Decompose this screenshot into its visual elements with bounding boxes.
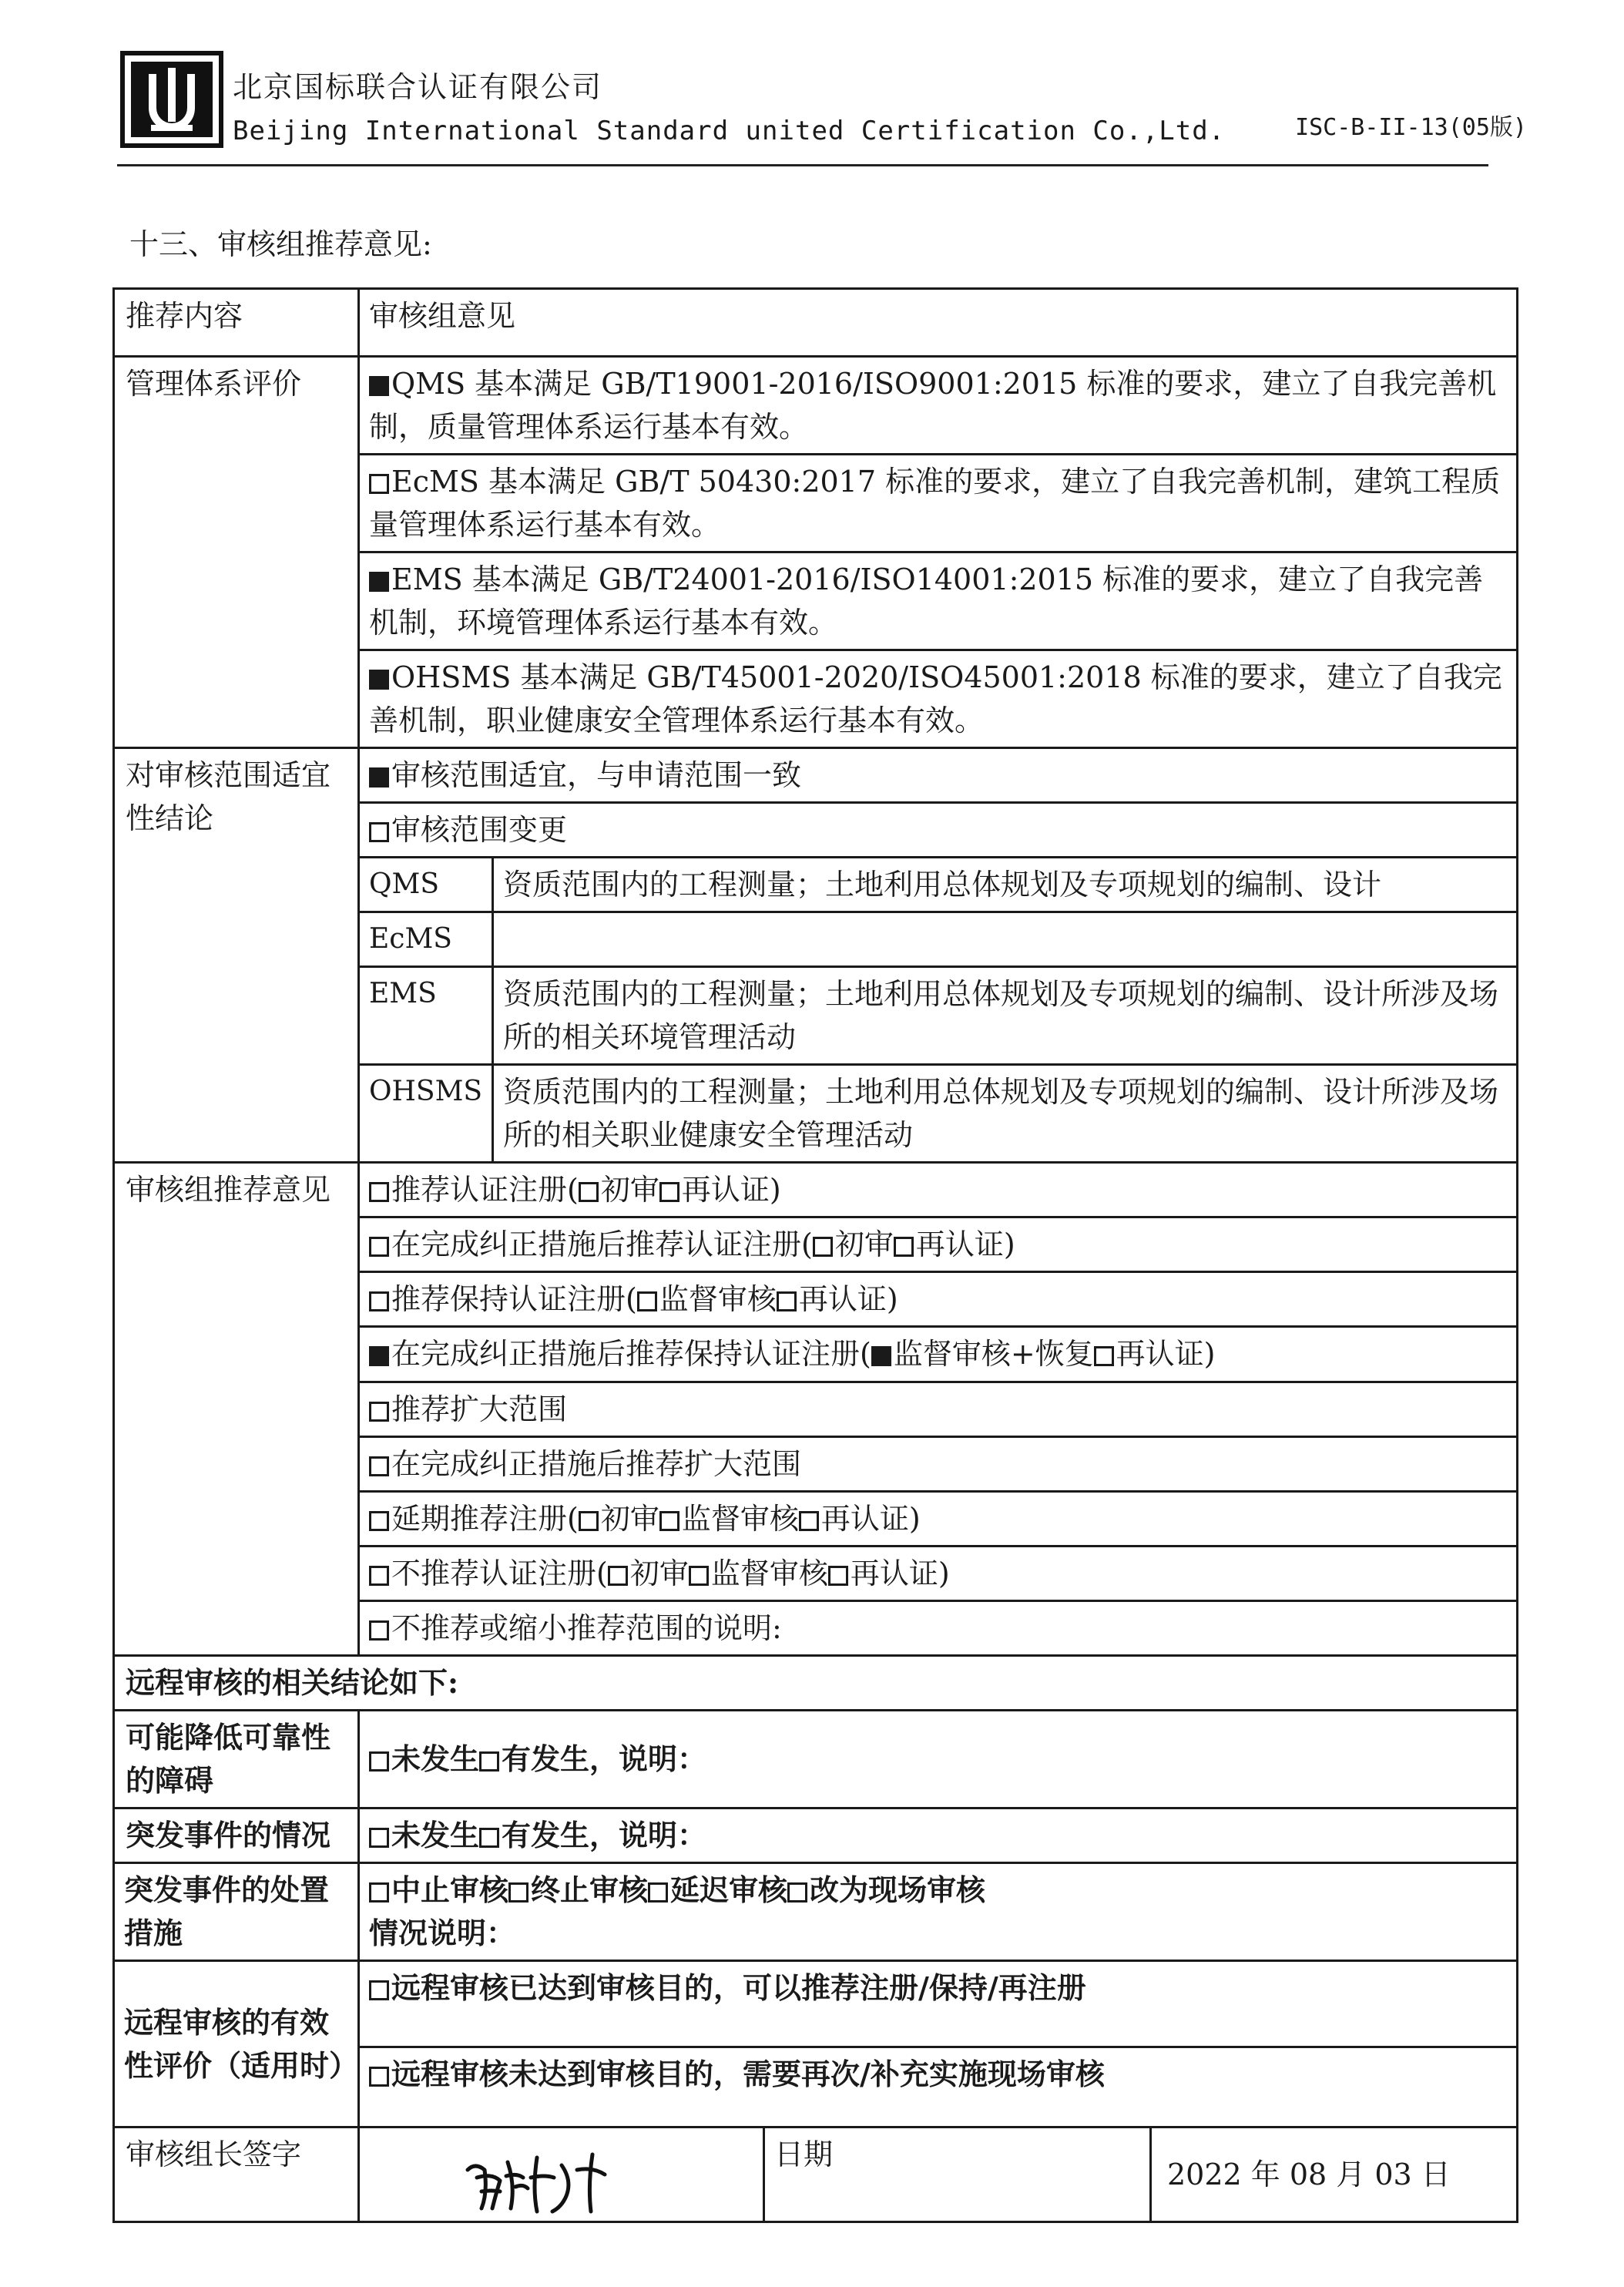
signature-cell	[359, 2127, 764, 2222]
option-text: 再认证)	[681, 1173, 781, 1207]
option-text: 在完成纠正措施后推荐扩大范围	[391, 1447, 802, 1481]
unchecked-box-icon[interactable]	[369, 1456, 389, 1476]
recommend-option	[359, 1492, 1518, 1546]
header-divider	[117, 164, 1488, 166]
row-label: 突发事件的处置措施	[124, 1872, 330, 1950]
option-text: 改为现场审核	[810, 1872, 986, 1907]
unchecked-box-icon[interactable]	[369, 1751, 389, 1772]
handling-options	[359, 1863, 1518, 1961]
unchecked-box-icon[interactable]	[828, 1566, 848, 1586]
option-text: 在完成纠正措施后推荐认证注册(	[391, 1227, 813, 1261]
unchecked-box-icon[interactable]	[479, 1828, 499, 1848]
option-text: 延期推荐注册(	[391, 1502, 579, 1536]
checked-box-icon[interactable]	[369, 376, 389, 396]
handling-label	[114, 1863, 359, 1961]
option-text: 再认证)	[820, 1502, 921, 1536]
unchecked-box-icon[interactable]	[369, 1828, 389, 1848]
unchecked-box-icon[interactable]	[369, 474, 389, 494]
sign-label	[114, 2127, 359, 2222]
checked-box-icon[interactable]	[369, 1346, 389, 1366]
mgmt-eval-label	[114, 357, 359, 748]
unchecked-box-icon[interactable]	[1094, 1346, 1114, 1366]
remote-title	[114, 1656, 1518, 1711]
row-label: 突发事件的情况	[126, 1818, 331, 1852]
option-text: 审核范围适宜，与申请范围一致	[391, 758, 802, 792]
option-text: 监督审核	[659, 1282, 777, 1316]
recommend-row	[114, 1163, 1518, 1217]
system-code: EcMS	[369, 923, 452, 955]
option-text: 监督审核	[710, 1557, 828, 1590]
scope-description: 资质范围内的工程测量；土地利用总体规划及专项规划的编制、设计所涉及场所的相关职业健康安全管理活动	[503, 1075, 1499, 1152]
unchecked-box-icon[interactable]	[369, 1620, 389, 1641]
recommend-option	[359, 1382, 1518, 1437]
evaluation-text: EMS 基本满足 GB/T24001-2016/ISO14001:2015 标准的要求，建立了自我完善机制，环境管理体系运行基本有效。	[369, 563, 1484, 640]
system-code: OHSMS	[369, 1076, 483, 1107]
unchecked-box-icon[interactable]	[369, 822, 389, 842]
unchecked-box-icon[interactable]	[579, 1182, 599, 1202]
document-code: ISC-B-II-13(05版)	[1295, 114, 1527, 141]
date-label	[764, 2127, 1151, 2222]
row-label: 对审核范围适宜性结论	[126, 758, 331, 835]
date-label-text: 日期	[774, 2138, 834, 2171]
mgmt-eval-item	[359, 552, 1518, 650]
section-title: 十三、审核组推荐意见:	[129, 227, 432, 261]
letterhead	[117, 46, 1527, 162]
mgmt-eval-item	[359, 650, 1518, 748]
unchecked-box-icon[interactable]	[369, 1566, 389, 1586]
unchecked-box-icon[interactable]	[479, 1751, 499, 1772]
option-text: 有发生，说明：	[502, 1741, 707, 1776]
recommend-option	[359, 1163, 1518, 1217]
obstacle-options	[359, 1711, 1518, 1808]
remote-row	[114, 1711, 1518, 1808]
obstacle-label	[114, 1711, 359, 1808]
remote-title-row	[114, 1656, 1518, 1711]
row-label: 审核组推荐意见	[126, 1173, 331, 1207]
evaluation-text: OHSMS 基本满足 GB/T45001-2020/ISO45001:2018 标准的要求，建立了自我完善机制，职业健康安全管理体系运行基本有效。	[369, 660, 1502, 737]
signature-icon	[461, 2147, 616, 2216]
unchecked-box-icon[interactable]	[813, 1237, 833, 1257]
option-text: 推荐认证注册(	[391, 1173, 579, 1207]
signature-row	[114, 2127, 1518, 2222]
option-text: 再认证)	[915, 1227, 1015, 1261]
evaluation-text: QMS 基本满足 GB/T19001-2016/ISO9001:2015 标准的要求，建立了自我完善机制，质量管理体系运行基本有效。	[369, 367, 1497, 444]
validity-option-1	[359, 1961, 1518, 2047]
recommend-option	[359, 1546, 1518, 1601]
unchecked-box-icon[interactable]	[369, 1182, 389, 1202]
scope-description: 资质范围内的工程测量；土地利用总体规划及专项规划的编制、设计所涉及场所的相关环境管理活动	[503, 977, 1499, 1054]
unchecked-box-icon[interactable]	[369, 1402, 389, 1422]
option-text: 初审	[600, 1502, 659, 1536]
emergency-options	[359, 1808, 1518, 1863]
option-text: 再认证)	[798, 1282, 898, 1316]
option-text: 推荐扩大范围	[391, 1392, 568, 1426]
col-header-opinion	[359, 289, 1518, 357]
row-label: 审核组长签字	[126, 2138, 302, 2171]
unchecked-box-icon[interactable]	[608, 1566, 628, 1586]
remote-row	[114, 1863, 1518, 1961]
unchecked-box-icon[interactable]	[894, 1237, 914, 1257]
row-label: 可能降低可靠性的障碍	[126, 1720, 331, 1798]
recommend-option	[359, 1217, 1518, 1272]
company-name-cn: 北京国标联合认证有限公司	[233, 70, 603, 104]
option-text: 初审	[600, 1173, 659, 1207]
scope-text	[493, 967, 1518, 1065]
scope-text	[493, 912, 1518, 967]
option-text: 有发生，说明：	[502, 1818, 707, 1852]
option-text: 监督审核+恢复	[893, 1337, 1094, 1371]
unchecked-box-icon[interactable]	[659, 1182, 679, 1202]
scope-system-code	[359, 858, 493, 912]
unchecked-box-icon[interactable]	[369, 1237, 389, 1257]
checked-box-icon[interactable]	[871, 1346, 891, 1366]
scope-description: 资质范围内的工程测量；土地利用总体规划及专项规划的编制、设计	[503, 868, 1382, 902]
scope-label	[114, 748, 359, 1163]
date-text: 2022 年 08 月 03 日	[1167, 2158, 1451, 2191]
unchecked-box-icon[interactable]	[369, 1291, 389, 1311]
row-label: 管理体系评价	[126, 367, 302, 401]
scope-system-code	[359, 912, 493, 967]
evaluation-text: EcMS 基本满足 GB/T 50430:2017 标准的要求，建立了自我完善机制，建筑工程质量管理体系运行基本有效。	[369, 465, 1501, 542]
unchecked-box-icon[interactable]	[777, 1291, 797, 1311]
unchecked-box-icon[interactable]	[637, 1291, 657, 1311]
option-text: 再认证)	[850, 1557, 950, 1590]
option-text: 推荐保持认证注册(	[391, 1282, 637, 1316]
unchecked-box-icon[interactable]	[799, 1511, 819, 1531]
system-code: EMS	[369, 978, 437, 1009]
unchecked-box-icon[interactable]	[787, 1882, 807, 1902]
option-text: 监督审核	[681, 1502, 799, 1536]
date-value	[1151, 2127, 1518, 2222]
option-text: 不推荐或缩小推荐范围的说明:	[391, 1611, 782, 1645]
checked-box-icon[interactable]	[369, 572, 389, 592]
recommend-option	[359, 1272, 1518, 1327]
scope-system-code	[359, 967, 493, 1065]
option-text: 远程审核未达到审核目的，需要再次/补充实施现场审核	[391, 2057, 1105, 2091]
section-heading: 远程审核的相关结论如下:	[126, 1665, 459, 1700]
unchecked-box-icon[interactable]	[659, 1511, 679, 1531]
option-text: 再认证)	[1116, 1337, 1216, 1371]
remote-row	[114, 1808, 1518, 1863]
option-text: 审核范围变更	[391, 813, 568, 847]
system-code: QMS	[369, 868, 440, 900]
header-label: 审核组意见	[369, 299, 516, 333]
company-logo-icon	[120, 51, 223, 148]
recommend-option	[359, 1327, 1518, 1382]
header-label: 推荐内容	[126, 299, 243, 333]
mgmt-eval-item	[359, 357, 1518, 455]
unchecked-box-icon[interactable]	[369, 2067, 389, 2087]
validity-label	[114, 1961, 359, 2127]
option-text: 远程审核已达到审核目的，可以推荐注册/保持/再注册	[391, 1970, 1086, 2005]
col-header-content	[114, 289, 359, 357]
unchecked-box-icon[interactable]	[369, 1511, 389, 1531]
recommendation-table	[112, 287, 1518, 2223]
recommend-option	[359, 1437, 1518, 1492]
recommend-option	[359, 1601, 1518, 1656]
recommend-label	[114, 1163, 359, 1656]
checked-box-icon[interactable]	[369, 670, 389, 690]
option-text: 中止审核	[391, 1872, 509, 1907]
option-text: 在完成纠正措施后推荐保持认证注册(	[391, 1337, 871, 1371]
mgmt-eval-item	[359, 455, 1518, 552]
validity-option-2	[359, 2047, 1518, 2127]
scope-option	[359, 748, 1518, 803]
option-text: 不推荐认证注册(	[391, 1557, 608, 1590]
unchecked-box-icon[interactable]	[689, 1566, 709, 1586]
unchecked-box-icon[interactable]	[648, 1882, 668, 1902]
unchecked-box-icon[interactable]	[579, 1511, 599, 1531]
unchecked-box-icon[interactable]	[369, 1980, 389, 2000]
mgmt-eval-row	[114, 357, 1518, 455]
option-text: 初审	[629, 1557, 689, 1590]
header-row	[114, 289, 1518, 357]
option-text: 延迟审核	[670, 1872, 788, 1907]
scope-system-code	[359, 1065, 493, 1163]
handling-note: 情况说明：	[369, 1916, 516, 1950]
unchecked-box-icon[interactable]	[508, 1882, 528, 1902]
option-text: 初审	[834, 1227, 894, 1261]
option-text: 未发生	[391, 1741, 480, 1776]
emergency-label	[114, 1808, 359, 1863]
company-name-en: Beijing International Standard united Certification Co.,Ltd.	[233, 116, 1226, 146]
scope-text	[493, 1065, 1518, 1163]
unchecked-box-icon[interactable]	[369, 1882, 389, 1902]
row-label: 远程审核的有效性评价（适用时）	[124, 2004, 359, 2083]
scope-text	[493, 858, 1518, 912]
option-text: 终止审核	[531, 1872, 649, 1907]
scope-option	[359, 803, 1518, 858]
checked-box-icon[interactable]	[369, 767, 389, 788]
remote-row	[114, 1961, 1518, 2047]
scope-option-row	[114, 748, 1518, 803]
option-text: 未发生	[391, 1818, 480, 1852]
